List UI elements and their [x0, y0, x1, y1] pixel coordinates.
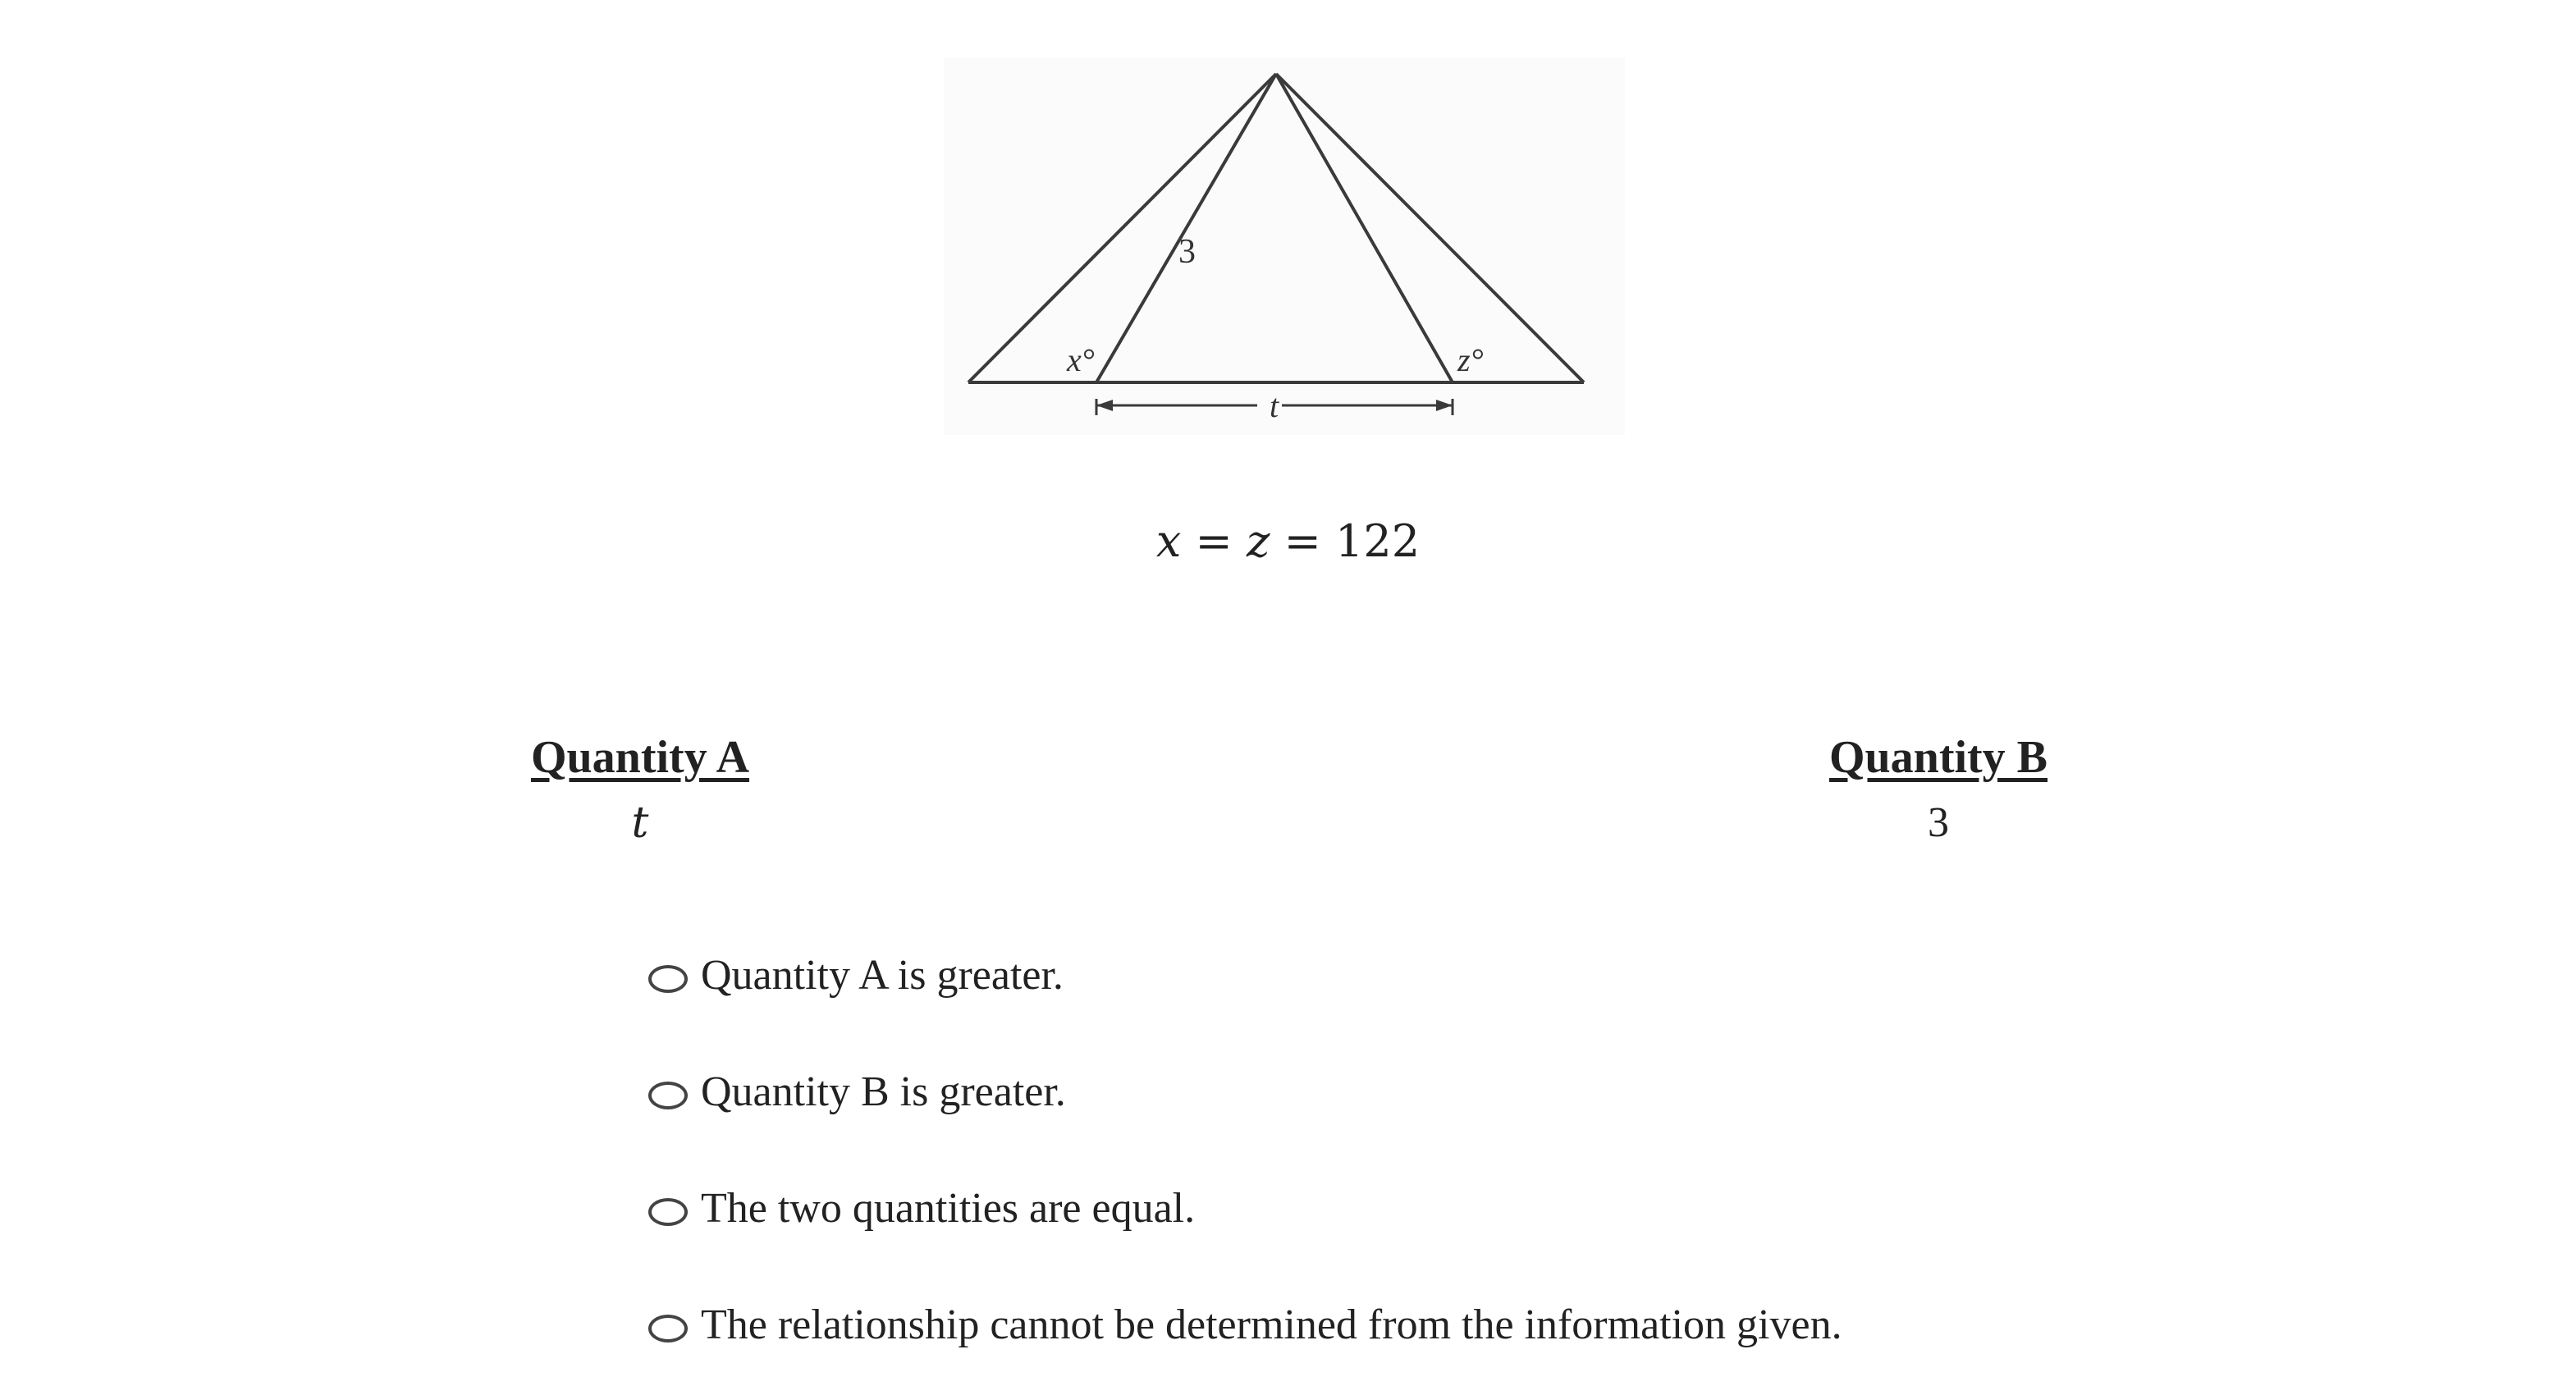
- choice-label: Quantity A is greater.: [701, 952, 1064, 999]
- figure-background: [944, 57, 1625, 435]
- base-length-label: t: [1270, 387, 1279, 424]
- equation-variable-x: x: [1155, 515, 1182, 567]
- radio-button[interactable]: [648, 1198, 688, 1226]
- angle-x-label: x°: [1067, 341, 1095, 378]
- radio-button[interactable]: [648, 1082, 688, 1109]
- quantity-a-column: [525, 729, 755, 852]
- choice-label: The two quantities are equal.: [701, 1185, 1196, 1232]
- choice-b-greater[interactable]: [648, 1034, 1842, 1150]
- side-length-label: 3: [1178, 233, 1196, 271]
- answer-choices: [648, 917, 1842, 1384]
- choice-label: Quantity B is greater.: [701, 1068, 1066, 1115]
- given-equation: [0, 515, 2576, 567]
- equation-equals-1: =: [1181, 515, 1247, 567]
- quantity-b-value: 3: [1928, 799, 1949, 846]
- choice-a-greater[interactable]: [648, 917, 1842, 1034]
- triangle-diagram: [944, 57, 1625, 435]
- choice-label: The relationship cannot be determined from the information given.: [701, 1301, 1842, 1348]
- quantity-b-heading: Quantity B: [1828, 732, 2048, 783]
- choice-equal[interactable]: [648, 1150, 1842, 1267]
- triangle-figure: [944, 57, 1625, 435]
- equation-value: 122: [1335, 515, 1421, 567]
- quantity-a-value: t: [631, 798, 649, 848]
- angle-z-label: z°: [1457, 341, 1484, 378]
- radio-button[interactable]: [648, 965, 688, 993]
- radio-button[interactable]: [648, 1315, 688, 1343]
- quantity-b-column: [1815, 729, 2061, 852]
- equation-variable-z: z: [1246, 515, 1270, 567]
- equation-equals-2: =: [1270, 515, 1335, 567]
- choice-cannot-determine[interactable]: [648, 1267, 1842, 1384]
- quantity-a-heading: Quantity A: [530, 732, 750, 783]
